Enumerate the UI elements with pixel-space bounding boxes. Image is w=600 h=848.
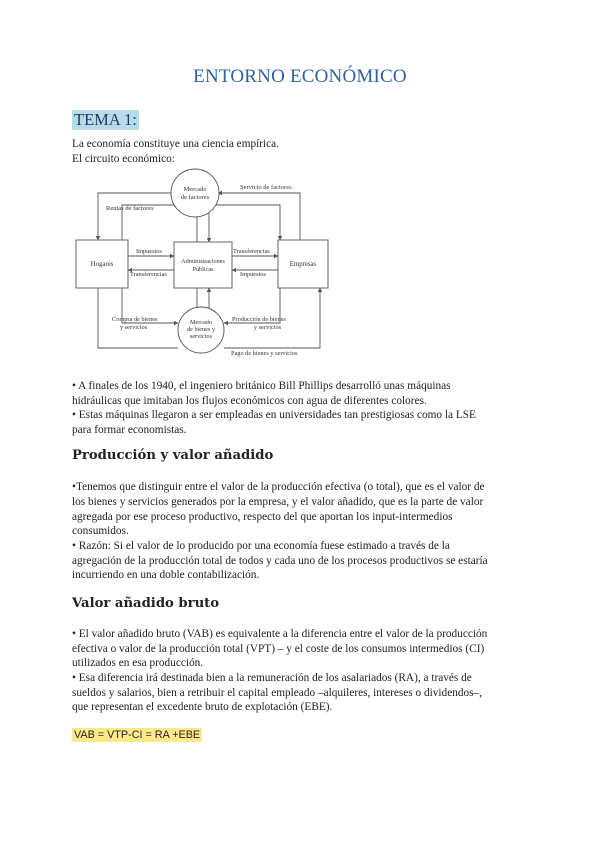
produccion-line-3: agregada por ese proceso productivo, respecto del que aportan los input-intermedios: [72, 511, 453, 523]
phillips-line-4: para formar economistas.: [72, 424, 187, 436]
economic-circuit-diagram: [0, 0, 600, 370]
vab-line-5: sueldos y salarios, bien a retribuir el capital empleado –alquileres, intereses o dividendos–,: [72, 687, 483, 699]
phillips-line-3: • Estas máquinas llegaron a ser empleadas en universidades tan prestigiosas como la LSE: [72, 409, 476, 421]
produccion-line-7: incurriendo en una doble contabilización.: [72, 569, 260, 581]
arrow-mercado-factores-to-empresas: [212, 205, 280, 240]
heading-produccion: Producción y valor añadido: [72, 448, 274, 463]
vab-line-3: utilizados en esa producción.: [72, 657, 204, 669]
phillips-line-1: • A finales de los 1940, el ingeniero británico Bill Phillips desarrolló unas máquinas: [72, 380, 451, 392]
vab-formula: VAB = VTP-CI = RA +EBE: [74, 729, 201, 741]
node-factores-line2: de factores: [180, 194, 210, 201]
intro-line-1: La economía constituye una ciencia empírica.: [72, 138, 280, 150]
vab-line-2: efectiva o valor de la producción total (VPT) – y el coste de los consumos intermedios (CI): [72, 643, 485, 655]
arrow-servicio-factores: [218, 193, 300, 240]
vab-line-1: • El valor añadido bruto (VAB) es equivalente a la diferencia entre el valor de la producción: [72, 628, 488, 640]
label-transferencias-right: Transferencias: [233, 248, 270, 255]
node-bienes-line3: servicios: [190, 333, 212, 340]
node-empresas-label: Empresas: [289, 261, 317, 268]
node-mercado-factores: [171, 169, 219, 217]
label-transferencias-left: Transferencias: [130, 271, 167, 278]
intro-line-2: El circuito económico:: [72, 153, 175, 165]
label-pago-bienes: Pago de bienes y servicios: [231, 350, 298, 357]
page-title: ENTORNO ECONÓMICO: [193, 66, 407, 87]
node-admin-line2: Públicas: [192, 266, 214, 273]
label-compra-line2: y servicios: [120, 324, 148, 331]
produccion-line-4: consumidos.: [72, 525, 129, 537]
label-produccion-line2: y servicios: [254, 324, 282, 331]
node-admin-line1: Administraciones: [181, 258, 225, 265]
arrow-rentas-factores: [98, 193, 172, 240]
produccion-line-5: • Razón: Si el valor de lo producido por una economía fuese estimado a través de la: [72, 540, 450, 552]
node-hogares-label: Hogares: [90, 261, 114, 268]
label-produccion-line1: Producción de bienes: [232, 316, 286, 323]
produccion-line-6: agregación de la producción total de todos y cada uno de los procesos productivos se estaría: [72, 555, 488, 567]
label-impuestos-right: Impuestos: [240, 271, 266, 278]
vab-line-4: • Esa diferencia irá destinada bien a la remuneración de los asalariados (RA), a través de: [72, 672, 472, 684]
label-compra-line1: Compra de bienes: [112, 316, 158, 323]
node-bienes-line1: Mercado: [190, 319, 212, 326]
label-servicio-factores: Servicio de factores: [240, 184, 292, 191]
node-bienes-line2: de bienes y: [187, 326, 215, 333]
phillips-line-2: hidráulicas que imitaban los flujos económicos con agua de diferentes colores.: [72, 395, 427, 407]
vab-line-6: que representan el excedente bruto de explotación (EBE).: [72, 701, 333, 713]
produccion-line-1: •Tenemos que distinguir entre el valor de la producción efectiva (o total), que es el valor de: [72, 481, 485, 493]
label-rentas-factores: Rentas de factores: [106, 205, 154, 212]
heading-vab: Valor añadido bruto: [72, 596, 220, 611]
label-impuestos-left: Impuestos: [136, 248, 162, 255]
node-administraciones: [174, 242, 232, 288]
produccion-line-2: los bienes y servicios generados por la empresa, y el valor añadido, que es la parte de valor: [72, 496, 484, 508]
node-factores-line1: Mercado: [183, 186, 207, 193]
section-tema-heading: TEMA 1:: [74, 110, 137, 129]
